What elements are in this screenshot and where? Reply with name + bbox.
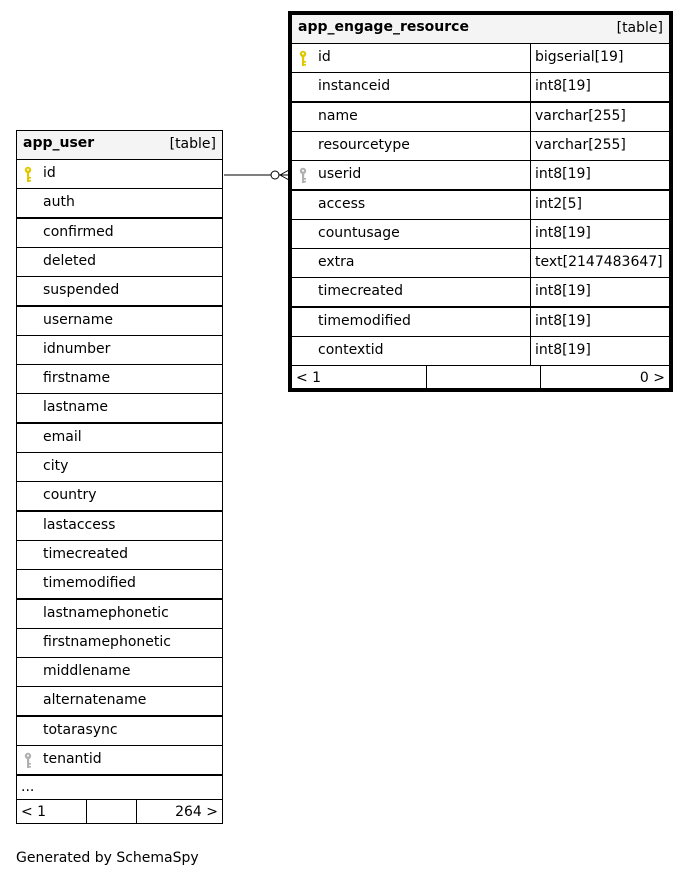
column-type-cell [530,102,670,132]
column-type: int8[19] [535,313,591,329]
column-name: idnumber [43,341,111,357]
column-row[interactable] [16,716,223,746]
column-name: timecreated [43,546,128,562]
column-name: id [43,165,56,181]
column-type-cell [530,277,670,307]
column-row[interactable] [291,72,531,102]
column-row[interactable] [16,511,223,541]
primary-key-icon [23,166,33,184]
table-header[interactable] [16,130,223,160]
column-name: lastaccess [43,517,116,533]
column-row[interactable] [16,657,223,687]
table-kind: [table] [616,20,663,36]
column-row[interactable] [16,335,223,365]
column-name: contextid [318,342,384,358]
column-row[interactable] [291,43,531,73]
column-name: totarasync [43,722,118,738]
children-count: 0 > [639,370,665,386]
column-row[interactable] [291,248,531,278]
column-name: country [43,487,97,503]
column-row[interactable] [16,218,223,248]
column-type-cell [530,219,670,249]
column-type: int8[19] [535,78,591,94]
column-name: name [318,108,358,124]
foreign-key-icon [298,167,308,185]
column-row[interactable] [16,276,223,306]
column-name: instanceid [318,78,391,94]
column-name: timecreated [318,283,403,299]
column-name: resourcetype [318,137,410,153]
column-row[interactable] [16,188,223,218]
schemaspy-caption: Generated by SchemaSpy [16,850,199,866]
column-name: extra [318,254,355,270]
column-row[interactable] [16,452,223,482]
column-name: deleted [43,253,96,269]
column-row[interactable] [291,131,531,161]
column-type-cell [530,131,670,161]
column-row[interactable] [16,745,223,775]
more-columns-row [16,775,223,801]
column-name: confirmed [43,224,114,240]
column-type-cell [530,160,670,190]
column-name: city [43,458,69,474]
table-footer [291,365,670,389]
column-row[interactable] [16,364,223,394]
footer-divider [540,366,541,388]
column-name: id [318,49,331,65]
column-row[interactable] [16,159,223,189]
parents-count: < 1 [21,804,47,820]
column-row[interactable] [16,481,223,511]
column-row[interactable] [291,307,531,337]
table-header[interactable] [291,14,670,44]
footer-divider [136,800,137,823]
footer-divider [426,366,427,388]
column-row[interactable] [291,336,531,366]
table-name: app_user [23,135,95,151]
column-name: auth [43,194,75,210]
column-type: int8[19] [535,225,591,241]
column-type-cell [530,43,670,73]
column-type: varchar[255] [535,108,626,124]
column-type: varchar[255] [535,137,626,153]
column-row[interactable] [16,393,223,423]
column-type: text[2147483647] [535,254,663,270]
table-name: app_engage_resource [298,19,469,35]
children-count: 264 > [175,804,218,820]
column-row[interactable] [16,247,223,277]
column-type: bigserial[19] [535,49,624,65]
column-name: alternatename [43,692,147,708]
column-name: firstname [43,370,111,386]
column-row[interactable] [16,306,223,336]
column-type-cell [530,72,670,102]
more-indicator: ... [21,779,35,795]
column-type: int8[19] [535,166,591,182]
column-name: username [43,312,113,328]
app-user-table[interactable] [16,130,223,824]
column-name: email [43,429,82,445]
column-type-cell [530,190,670,220]
column-row[interactable] [291,190,531,220]
column-type: int8[19] [535,283,591,299]
column-name: lastnamephonetic [43,605,169,621]
table-kind: [table] [169,136,216,152]
column-name: lastname [43,399,108,415]
column-row[interactable] [291,277,531,307]
column-type-cell [530,336,670,366]
column-type: int8[19] [535,342,591,358]
zero-many-circle [271,171,279,179]
primary-key-icon [298,50,308,68]
column-name: firstnamephonetic [43,634,171,650]
column-type-cell [530,248,670,278]
column-name: suspended [43,282,120,298]
column-row[interactable] [291,219,531,249]
column-name: userid [318,166,362,182]
column-row[interactable] [16,599,223,629]
app-engage-resource-table[interactable] [288,11,673,392]
column-row[interactable] [16,423,223,453]
column-name: access [318,196,366,212]
column-name: tenantid [43,751,102,767]
column-row[interactable] [16,569,223,599]
foreign-key-icon [23,752,33,770]
column-type: int2[5] [535,196,582,212]
table-footer [16,799,223,824]
column-name: countusage [318,225,400,241]
column-row[interactable] [16,628,223,658]
column-name: timemodified [318,313,411,329]
column-row[interactable] [291,160,531,190]
parents-count: < 1 [296,370,322,386]
column-row[interactable] [291,102,531,132]
footer-divider [86,800,87,823]
column-row[interactable] [16,686,223,716]
column-name: timemodified [43,575,136,591]
column-type-cell [530,307,670,337]
column-row[interactable] [16,540,223,570]
column-name: middlename [43,663,131,679]
